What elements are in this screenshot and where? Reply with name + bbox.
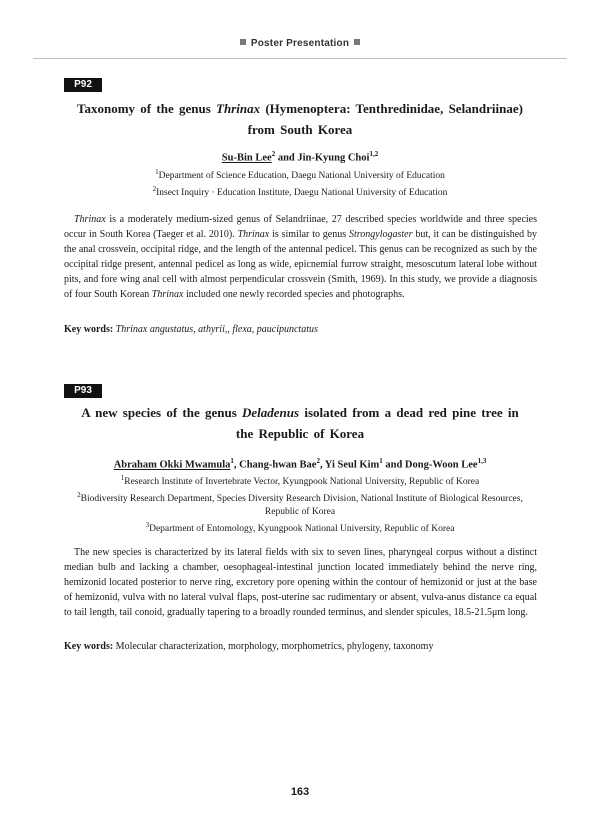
keywords-list: Thrinax angustatus, athyrii,, flexa, paucipunctatus — [113, 324, 318, 335]
affiliation-line: Research Institute of Invertebrate Vector, Kyungpook National University, Republic of Korea — [124, 477, 480, 488]
title-text: isolated from a dead red pine tree in — [299, 405, 519, 420]
author-name: , Chang-hwan Bae — [233, 459, 317, 471]
genus-name: Thrinax — [151, 289, 184, 300]
abstract-title — [60, 402, 540, 444]
author-joiner: and — [275, 152, 298, 164]
author-affil-marker: 2 — [271, 150, 276, 158]
title-text: (Hymenoptera: Tenthredinidae, Selandriinae) — [260, 101, 523, 116]
affiliation-line: Republic of Korea — [264, 507, 336, 518]
abstract-id-badge: P93 — [64, 384, 102, 398]
keywords-label: Key words: — [64, 641, 114, 652]
keywords — [64, 640, 537, 654]
author-affil-marker: 2 — [316, 457, 320, 465]
affil-marker: 2 — [77, 491, 81, 500]
author-name: , Yi Seul Kim — [319, 459, 380, 471]
body-text: but, it can be distinguished by the anal crossvein, occipital ridge, and the length of the antennal pedicel. This genus can be recognized as such by the occipital ridge present, antennal pedicel as long as wide, epicnemial furrow straight, mesoscutum lateral lobe without pits, and fore wing anal cell with almost perpendicular crossvein (Smith, 1969). In this study, we provide a diagnosis of four South Korean — [64, 229, 537, 300]
author-name: and Dong-Woon Lee — [382, 459, 478, 471]
presenting-author: Su-Bin Lee — [221, 152, 272, 164]
body-text: is a moderately medium-sized genus of Selandriinae, 27 described species worldwide and three species occur in South Korea (Taeger et al. 2010). — [64, 214, 537, 240]
affil-marker: 1 — [120, 474, 125, 482]
genus-name: Strongylogaster — [348, 229, 413, 240]
author-affil-marker: 1,2 — [369, 150, 379, 158]
genus-name: Thrinax — [237, 229, 270, 240]
affiliation-line: Department of Science Education, Daegu National University of Education — [158, 171, 445, 182]
title-text: A new species of the genus — [81, 405, 243, 420]
page-number: 163 — [290, 786, 310, 798]
affiliation-line: Department of Entomology, Kyungpook National University, Republic of Korea — [149, 524, 455, 535]
affil-marker: 3 — [145, 521, 150, 530]
title-text: from South Korea — [247, 122, 353, 137]
affiliations — [55, 166, 545, 200]
title-text: Taxonomy of the genus — [77, 101, 216, 116]
abstract-title — [60, 98, 540, 140]
author-name: Jin-Kyung Choi — [297, 152, 370, 164]
title-text: the Republic of Korea — [235, 426, 365, 441]
title-genus: Deladenus — [242, 405, 300, 420]
abstract-body: The new species is characterized by its lateral fields with six to seven lines, pharyngeal corpus without a distinct median bulb and lacking a chamber, oesophageal-intestinal junction located immediately behind the nerve ring, hemizonid located posterior to nerve ring, excretory pore opening within the contour of hemizonid or just at the base of hemizonid, vulva with no lateral vulval flaps, post-uterine sac rudimentary or absent, vulva-anus distance ca equal to tail length, tail conoid, gradually tapering to a broadly rounded terminus, and slender spicules, 18.5-21.5μm long. — [64, 547, 537, 618]
header-divider — [33, 58, 567, 59]
title-genus: Thrinax — [216, 101, 261, 116]
affiliations — [55, 472, 545, 536]
body-text: included one newly recorded species and photographs. — [183, 289, 405, 300]
keywords-label: Key words: — [64, 324, 114, 335]
affil-marker: 1 — [155, 168, 159, 176]
keywords-list: Molecular characterization, morphology, morphometrics, phylogeny, taxonomy — [113, 641, 434, 652]
author-affil-marker: 1,3 — [477, 457, 487, 465]
abstract-body — [64, 212, 537, 302]
author-affil-marker: 1 — [230, 457, 234, 465]
keywords — [64, 323, 537, 337]
affil-marker: 2 — [152, 185, 157, 194]
presenting-author: Abraham Okki Mwamula — [113, 459, 231, 471]
body-text: is similar to genus — [269, 229, 349, 240]
genus-name: Thrinax — [74, 214, 106, 225]
square-bullet-icon — [240, 39, 246, 45]
running-header — [0, 38, 600, 49]
square-bullet-icon — [354, 39, 360, 45]
header-label: Poster Presentation — [250, 38, 350, 49]
affiliation-line: Insect Inquiry · Education Institute, Daegu National University of Education — [156, 188, 448, 199]
author-list — [60, 150, 540, 164]
author-list — [60, 457, 540, 471]
author-affil-marker: 1 — [379, 457, 383, 465]
affiliation-line: Biodiversity Research Department, Species Diversity Research Division, National Institute of Biological Resources, — [80, 494, 523, 505]
abstract-id-badge: P92 — [64, 78, 102, 92]
